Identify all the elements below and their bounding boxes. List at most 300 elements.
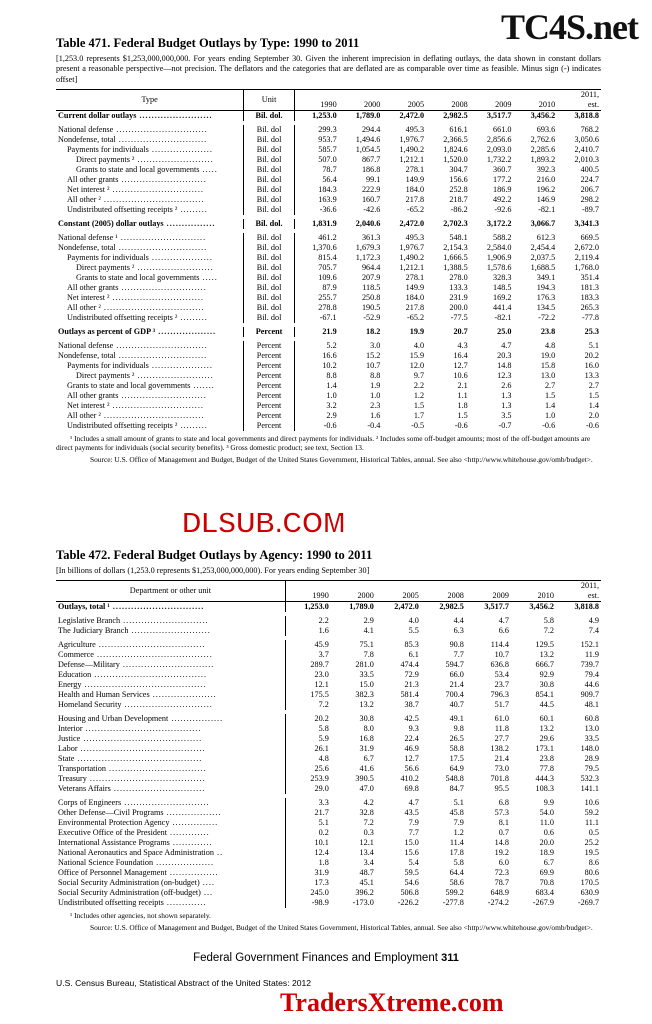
row-label: Outlays as percent of GDP ³ ................... bbox=[58, 326, 217, 336]
table-row bbox=[56, 808, 601, 818]
row-value: 22.4 bbox=[404, 734, 419, 744]
table-row bbox=[56, 313, 601, 323]
header-year-2008: 2008 bbox=[426, 89, 470, 110]
row-value: 281.0 bbox=[355, 660, 374, 670]
row-value: 31.9 bbox=[359, 744, 374, 754]
row-value: 0.5 bbox=[588, 828, 599, 838]
row-value: 217.8 bbox=[405, 194, 425, 204]
row-value: 1.4 bbox=[544, 400, 556, 410]
row-value: 4.4 bbox=[453, 616, 464, 626]
header-year-2000: 2000 bbox=[339, 89, 383, 110]
table-row bbox=[56, 125, 601, 135]
header-dept: Department or other unit bbox=[56, 581, 285, 602]
table-row bbox=[56, 690, 601, 700]
row-value: 2,010.3 bbox=[574, 154, 599, 164]
row-unit: Bil. dol bbox=[244, 233, 295, 243]
row-value: -98.9 bbox=[285, 898, 331, 908]
table-row bbox=[56, 680, 601, 690]
row-value: 594.7 bbox=[445, 660, 464, 670]
row-value: 9.7 bbox=[413, 370, 425, 380]
row-value: 46.9 bbox=[404, 744, 419, 754]
row-label: Executive Office of the President ............. bbox=[58, 828, 210, 838]
row-value: 4.7 bbox=[498, 616, 509, 626]
row-label: National Aeronautics and Space Administration .. bbox=[58, 848, 224, 858]
header472-year-2010: 2010 bbox=[511, 581, 556, 602]
row-label: National defense ¹ ............................ bbox=[58, 232, 207, 242]
row-value: 2.9 bbox=[363, 616, 374, 626]
row-value: 11.1 bbox=[584, 818, 599, 828]
header-year-2005: 2005 bbox=[382, 89, 426, 110]
row-unit: Bil. dol bbox=[244, 195, 295, 205]
row-value: 6.3 bbox=[453, 626, 464, 636]
row-value: 231.9 bbox=[449, 292, 468, 302]
row-unit: Bil. dol bbox=[244, 145, 295, 155]
row-value: 1,253.0 bbox=[294, 110, 338, 121]
row-unit: Percent bbox=[244, 391, 295, 401]
row-value: -0.5 bbox=[411, 420, 425, 430]
row-label: Payments for individuals .................... bbox=[67, 144, 213, 154]
row-unit: Bil. dol bbox=[244, 135, 295, 145]
row-value: 4.7 bbox=[501, 340, 512, 350]
row-value: -89.7 bbox=[581, 204, 599, 214]
header472-year-1990: 1990 bbox=[285, 581, 331, 602]
row-unit: Bil. dol. bbox=[244, 219, 295, 229]
row-value: 669.5 bbox=[580, 232, 599, 242]
table-472 bbox=[56, 580, 601, 908]
row-value: 169.2 bbox=[493, 292, 512, 302]
row-value: 13.4 bbox=[359, 848, 374, 858]
row-value: 0.2 bbox=[285, 828, 331, 838]
row-label: Net interest ² .............................. bbox=[67, 400, 204, 410]
row-value: 61.0 bbox=[494, 714, 509, 724]
table-row bbox=[56, 764, 601, 774]
row-value: 26.5 bbox=[449, 734, 464, 744]
table-row bbox=[56, 754, 601, 764]
row-value: 532.3 bbox=[580, 774, 599, 784]
row-value: 84.7 bbox=[449, 784, 464, 794]
row-value: 3,517.7 bbox=[486, 110, 512, 120]
row-value: 9.8 bbox=[453, 724, 464, 734]
row-value: -269.7 bbox=[577, 898, 599, 908]
row-value: -86.2 bbox=[450, 204, 468, 214]
table-row bbox=[56, 391, 601, 401]
row-value: 186.8 bbox=[361, 164, 381, 174]
row-value: 2,366.5 bbox=[443, 134, 468, 144]
row-value: -82.1 bbox=[538, 204, 556, 214]
row-value: 7.2 bbox=[285, 700, 331, 710]
row-value: 72.3 bbox=[494, 868, 509, 878]
row-value: 4.7 bbox=[408, 798, 419, 808]
watermark-tc4s: TC4S.net bbox=[500, 7, 638, 47]
row-value: 548.1 bbox=[449, 232, 468, 242]
row-value: 69.8 bbox=[404, 784, 419, 794]
row-label: Payments for individuals .................... bbox=[67, 360, 213, 370]
table-row bbox=[56, 341, 601, 351]
row-value: 13.3 bbox=[584, 370, 599, 380]
row-value: 349.1 bbox=[536, 272, 556, 282]
header-year-2010: 2010 bbox=[513, 89, 557, 110]
row-value: 1.0 bbox=[294, 391, 338, 401]
row-value: 53.4 bbox=[494, 670, 509, 680]
row-value: 11.9 bbox=[584, 650, 599, 660]
row-value: 2.3 bbox=[370, 400, 381, 410]
row-value: 85.3 bbox=[404, 640, 419, 650]
row-unit: Percent bbox=[244, 381, 295, 391]
footnote472-1: ¹ Includes other agencies, not shown separately. bbox=[70, 911, 211, 921]
row-value: 2,093.0 bbox=[486, 144, 512, 154]
row-label: All other grants ............................ bbox=[67, 174, 207, 184]
row-value: 118.5 bbox=[362, 282, 381, 292]
row-value: 25.6 bbox=[285, 764, 331, 774]
row-value: 796.3 bbox=[490, 690, 509, 700]
table-row bbox=[56, 744, 601, 754]
row-value: 12.3 bbox=[497, 370, 512, 380]
row-value: 15.8 bbox=[540, 360, 556, 370]
row-value: 3.0 bbox=[370, 340, 381, 350]
row-value: 73.0 bbox=[494, 764, 509, 774]
row-value: -274.2 bbox=[487, 898, 509, 908]
table-471-title: Table 471. Federal Budget Outlays by Type: 1990 to 2011 bbox=[56, 36, 360, 50]
row-value: 0.7 bbox=[498, 828, 509, 838]
row-value: 19.9 bbox=[409, 326, 425, 336]
row-value: 1,054.5 bbox=[355, 144, 381, 154]
header-year-2009: 2009 bbox=[470, 89, 514, 110]
row-value: 1,490.2 bbox=[399, 144, 425, 154]
table-row bbox=[56, 327, 601, 337]
row-value: 2,037.5 bbox=[530, 252, 556, 262]
row-value: 10.6 bbox=[453, 370, 468, 380]
row-unit: Bil. dol bbox=[244, 273, 295, 283]
table-row bbox=[56, 411, 601, 421]
row-value: 2.1 bbox=[457, 380, 468, 390]
row-value: 2,472.0 bbox=[394, 602, 419, 612]
row-value: 59.2 bbox=[584, 808, 599, 818]
row-label: Commerce ...................................... bbox=[58, 650, 213, 660]
table-row bbox=[56, 293, 601, 303]
table-row bbox=[56, 283, 601, 293]
row-label: The Judiciary Branch .......................... bbox=[58, 626, 211, 636]
row-unit: Bil. dol. bbox=[244, 110, 295, 121]
row-label: State ......................................... bbox=[58, 754, 203, 764]
row-value: 1.0 bbox=[370, 390, 381, 400]
table-row bbox=[56, 616, 601, 626]
row-label: Grants to state and local governments ....... bbox=[67, 380, 215, 390]
row-value: 507.0 bbox=[294, 155, 338, 165]
row-unit: Percent bbox=[244, 361, 295, 371]
row-value: 79.4 bbox=[584, 670, 599, 680]
row-value: 1,789.0 bbox=[355, 110, 381, 120]
row-value: 7.9 bbox=[453, 818, 464, 828]
row-value: 15.6 bbox=[404, 848, 419, 858]
row-label: Nondefense, total ............................. bbox=[58, 242, 208, 252]
row-value: 181.3 bbox=[580, 282, 599, 292]
table-row bbox=[56, 381, 601, 391]
row-value: 80.6 bbox=[584, 868, 599, 878]
row-value: 99.1 bbox=[366, 174, 381, 184]
row-value: 129.5 bbox=[535, 640, 554, 650]
row-value: 19.5 bbox=[584, 848, 599, 858]
row-value: 2,584.0 bbox=[486, 242, 512, 252]
row-value: 474.4 bbox=[400, 660, 419, 670]
table-row bbox=[56, 219, 601, 229]
header472-year-2011-est: est. bbox=[556, 591, 601, 602]
row-value: 1.6 bbox=[370, 410, 381, 420]
row-value: 4.8 bbox=[285, 754, 331, 764]
row-value: 2,672.0 bbox=[574, 242, 599, 252]
watermark-tradersxtreme: TradersXtreme.com bbox=[280, 988, 504, 1017]
row-value: 48.7 bbox=[359, 868, 374, 878]
row-value: 1,679.3 bbox=[355, 242, 381, 252]
row-value: 146.9 bbox=[536, 194, 556, 204]
row-value: 1.6 bbox=[285, 626, 331, 636]
table-row bbox=[56, 670, 601, 680]
row-value: 495.3 bbox=[405, 232, 425, 242]
row-value: 190.5 bbox=[361, 302, 381, 312]
row-value: 298.2 bbox=[580, 194, 599, 204]
row-label: Energy ........................................ bbox=[58, 680, 207, 690]
row-value: 299.3 bbox=[294, 125, 338, 135]
row-label: Grants to state and local governments ..... bbox=[76, 164, 218, 174]
footer-page-number: 311 bbox=[441, 952, 459, 964]
row-value: 45.1 bbox=[359, 878, 374, 888]
row-value: 909.7 bbox=[580, 690, 599, 700]
row-value: 1,172.3 bbox=[355, 252, 381, 262]
table-row bbox=[56, 898, 601, 908]
row-value: 245.0 bbox=[285, 888, 331, 898]
row-value: 3.3 bbox=[285, 798, 331, 808]
table-row bbox=[56, 175, 601, 185]
row-value: 45.8 bbox=[449, 808, 464, 818]
row-value: 66.0 bbox=[449, 670, 464, 680]
row-value: 1,732.2 bbox=[486, 154, 512, 164]
row-value: 10.2 bbox=[294, 361, 338, 371]
row-value: 2.6 bbox=[501, 380, 512, 390]
row-value: -0.4 bbox=[367, 420, 381, 430]
row-value: 25.3 bbox=[584, 326, 599, 336]
row-unit: Bil. dol bbox=[244, 175, 295, 185]
table-472-header-row-1 bbox=[56, 581, 601, 592]
row-value: 661.0 bbox=[493, 124, 512, 134]
row-value: -0.6 bbox=[586, 420, 599, 430]
row-value: 30.8 bbox=[359, 714, 374, 724]
row-value: 815.4 bbox=[294, 253, 338, 263]
table-row bbox=[56, 233, 601, 243]
row-value: 351.4 bbox=[580, 272, 599, 282]
row-label: Undistributed offsetting receipts ² ......... bbox=[67, 204, 208, 214]
row-value: 31.9 bbox=[285, 868, 331, 878]
row-label: Social Security Administration (off-budget) ... bbox=[58, 888, 214, 898]
table-471-block bbox=[56, 36, 601, 465]
row-value: 495.3 bbox=[405, 124, 425, 134]
row-value: 441.4 bbox=[493, 302, 512, 312]
row-value: 1,212.1 bbox=[399, 262, 425, 272]
row-value: 170.5 bbox=[580, 878, 599, 888]
row-value: 768.2 bbox=[580, 124, 599, 134]
row-value: 30.8 bbox=[539, 680, 554, 690]
row-value: 16.0 bbox=[584, 360, 599, 370]
row-value: 19.0 bbox=[540, 350, 556, 360]
row-value: 78.7 bbox=[294, 165, 338, 175]
row-value: 13.2 bbox=[539, 650, 554, 660]
row-value: 175.5 bbox=[285, 690, 331, 700]
row-value: 15.9 bbox=[409, 350, 425, 360]
row-value: 5.4 bbox=[408, 858, 419, 868]
row-value: 2,472.0 bbox=[399, 110, 425, 120]
row-value: 17.8 bbox=[449, 848, 464, 858]
row-label: Grants to state and local governments ..... bbox=[76, 272, 218, 282]
row-value: 1.3 bbox=[501, 400, 512, 410]
row-value: -277.8 bbox=[442, 898, 464, 908]
table-row bbox=[56, 205, 601, 215]
row-label: Current dollar outlays ........................ bbox=[58, 110, 213, 120]
header-year-2011: 2011, bbox=[557, 89, 601, 100]
row-value: 382.3 bbox=[355, 690, 374, 700]
row-value: 5.9 bbox=[285, 734, 331, 744]
row-value: 23.7 bbox=[494, 680, 509, 690]
row-value: 23.8 bbox=[540, 326, 556, 336]
row-value: 21.4 bbox=[494, 754, 509, 764]
row-value: 21.9 bbox=[294, 327, 338, 337]
row-value: 54.6 bbox=[404, 878, 419, 888]
row-value: 585.7 bbox=[294, 145, 338, 155]
row-value: 2,154.3 bbox=[443, 242, 468, 252]
row-value: 25.0 bbox=[497, 326, 512, 336]
row-value: 64.4 bbox=[449, 868, 464, 878]
row-value: -0.6 bbox=[542, 420, 556, 430]
row-value: 7.4 bbox=[588, 626, 599, 636]
row-value: 4.0 bbox=[408, 616, 419, 626]
row-value: 396.2 bbox=[355, 888, 374, 898]
row-value: 705.7 bbox=[294, 263, 338, 273]
row-value: 278.1 bbox=[405, 272, 425, 282]
row-value: 1,768.0 bbox=[574, 262, 599, 272]
row-value: 5.2 bbox=[294, 341, 338, 351]
footnote-1: ¹ Includes a small amount of grants to state and local governments and direct payments for individuals. ² Includes some off-budget amounts; most of the off-budget amounts are direct payments for individuals (social security benefits). ³ Gross domestic product; see text, Section 13. bbox=[56, 433, 591, 453]
row-value: 6.7 bbox=[363, 754, 374, 764]
row-value: -42.6 bbox=[363, 204, 381, 214]
row-value: 953.7 bbox=[294, 135, 338, 145]
row-value: 588.2 bbox=[493, 232, 512, 242]
row-value: 294.4 bbox=[361, 124, 381, 134]
row-value: 410.2 bbox=[400, 774, 419, 784]
row-value: 2.7 bbox=[588, 380, 599, 390]
row-value: 19.2 bbox=[494, 848, 509, 858]
row-value: 44.6 bbox=[584, 680, 599, 690]
row-value: 4.1 bbox=[363, 626, 374, 636]
table-row bbox=[56, 818, 601, 828]
row-value: 28.9 bbox=[584, 754, 599, 764]
row-value: 392.3 bbox=[536, 164, 556, 174]
row-value: 1.9 bbox=[370, 380, 381, 390]
row-value: 10.6 bbox=[584, 798, 599, 808]
row-value: 278.0 bbox=[449, 272, 468, 282]
row-value: 56.4 bbox=[294, 175, 338, 185]
row-value: -52.9 bbox=[363, 312, 381, 322]
row-unit: Bil. dol bbox=[244, 205, 295, 215]
table-row bbox=[56, 626, 601, 636]
row-value: 87.9 bbox=[294, 283, 338, 293]
header472-year-2009: 2009 bbox=[466, 581, 511, 602]
row-label: Defense—Military .............................. bbox=[58, 660, 215, 670]
row-value: 4.8 bbox=[544, 340, 556, 350]
row-value: 184.0 bbox=[405, 184, 425, 194]
row-value: 184.0 bbox=[405, 292, 425, 302]
row-value: 217.8 bbox=[405, 302, 425, 312]
row-label: Direct payments ² ......................... bbox=[76, 154, 214, 164]
row-value: 3,456.2 bbox=[529, 602, 554, 612]
row-label: Interior ...................................... bbox=[58, 724, 202, 734]
row-value: 1.3 bbox=[501, 390, 512, 400]
row-value: 78.7 bbox=[494, 878, 509, 888]
row-label: All other ² ................................. bbox=[67, 194, 205, 204]
row-value: 5.8 bbox=[453, 858, 464, 868]
row-value: 461.2 bbox=[294, 233, 338, 243]
row-value: 4.2 bbox=[363, 798, 374, 808]
row-value: 184.3 bbox=[294, 185, 338, 195]
row-label: Office of Personnel Management ................ bbox=[58, 868, 219, 878]
row-value: 152.1 bbox=[580, 640, 599, 650]
row-value: 6.6 bbox=[498, 626, 509, 636]
row-label: Direct payments ² ......................... bbox=[76, 262, 214, 272]
row-value: 1,490.2 bbox=[399, 252, 425, 262]
header472-year-2008: 2008 bbox=[421, 581, 466, 602]
row-value: 200.0 bbox=[449, 302, 468, 312]
table-row bbox=[56, 421, 601, 431]
row-value: 15.0 bbox=[359, 680, 374, 690]
table-row bbox=[56, 640, 601, 650]
row-value: 9.3 bbox=[408, 724, 419, 734]
row-value: 95.5 bbox=[494, 784, 509, 794]
row-value: 8.0 bbox=[363, 724, 374, 734]
row-value: 1,976.7 bbox=[399, 134, 425, 144]
row-value: 4.9 bbox=[588, 616, 599, 626]
row-value: 7.9 bbox=[408, 818, 419, 828]
row-value: 33.5 bbox=[359, 670, 374, 680]
table-row bbox=[56, 650, 601, 660]
row-value: 58.6 bbox=[449, 878, 464, 888]
row-value: 11.0 bbox=[539, 818, 554, 828]
row-label: Outlays, total ¹ .............................. bbox=[58, 602, 205, 612]
row-value: 3,456.2 bbox=[530, 110, 556, 120]
row-value: 492.2 bbox=[493, 194, 512, 204]
row-label: Environmental Protection Agency ............... bbox=[58, 818, 219, 828]
row-label: Payments for individuals .................... bbox=[67, 252, 213, 262]
row-label: Health and Human Services ..................... bbox=[58, 690, 217, 700]
row-label: Treasury ...................................... bbox=[58, 774, 206, 784]
header-year-2011-est: est. bbox=[557, 100, 601, 111]
row-value: 2,762.6 bbox=[530, 134, 556, 144]
row-unit: Percent bbox=[244, 401, 295, 411]
row-value: 16.4 bbox=[453, 350, 468, 360]
table-row bbox=[56, 185, 601, 195]
table-row bbox=[56, 858, 601, 868]
row-label: Legislative Branch ............................ bbox=[58, 616, 209, 626]
row-value: 5.1 bbox=[453, 798, 464, 808]
table-row bbox=[56, 602, 601, 613]
row-value: 222.9 bbox=[361, 184, 381, 194]
row-value: 18.9 bbox=[539, 848, 554, 858]
row-value: 176.3 bbox=[536, 292, 556, 302]
table-row bbox=[56, 784, 601, 794]
table-row bbox=[56, 868, 601, 878]
table-row bbox=[56, 660, 601, 670]
row-label: National defense .............................. bbox=[58, 340, 208, 350]
row-value: -267.9 bbox=[532, 898, 554, 908]
row-value: 255.7 bbox=[294, 293, 338, 303]
row-value: 1.8 bbox=[457, 400, 468, 410]
row-value: 1.5 bbox=[588, 390, 599, 400]
row-value: 43.5 bbox=[404, 808, 419, 818]
